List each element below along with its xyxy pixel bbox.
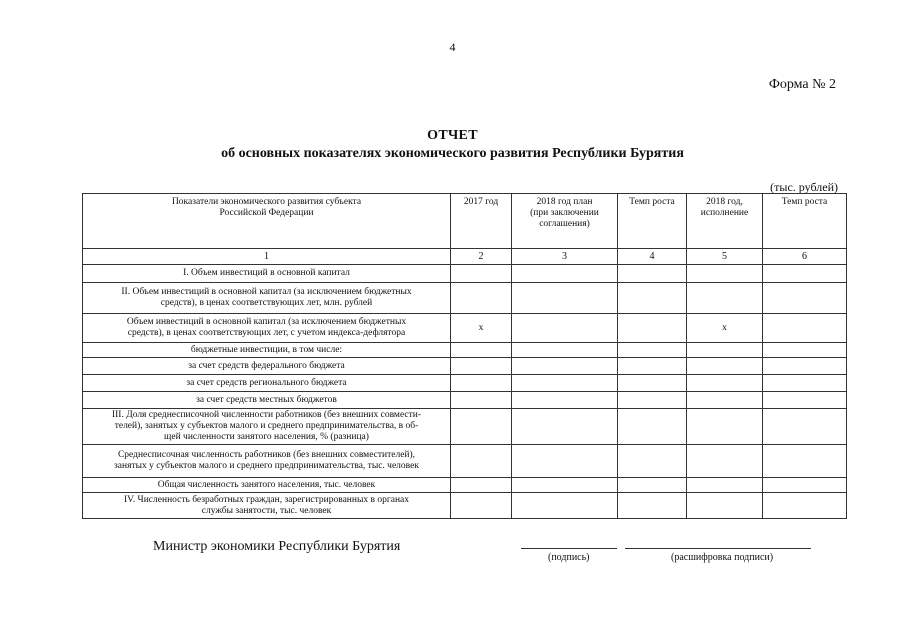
row-label bbox=[83, 343, 451, 358]
column-number: 3 bbox=[512, 249, 618, 265]
value-cell bbox=[687, 445, 763, 478]
value-cell bbox=[512, 283, 618, 314]
value-cell bbox=[512, 375, 618, 392]
table-row bbox=[83, 493, 847, 519]
value-cell bbox=[451, 493, 512, 519]
indicators-table bbox=[82, 193, 847, 519]
column-number-row bbox=[83, 249, 847, 265]
report-title: ОТЧЕТ bbox=[427, 128, 478, 143]
value-cell bbox=[618, 265, 687, 283]
value-cell bbox=[763, 283, 847, 314]
page-number: 4 bbox=[449, 40, 456, 54]
value-cell bbox=[451, 283, 512, 314]
column-number: 1 bbox=[83, 249, 451, 265]
minister-title: Министр экономики Республики Бурятия bbox=[153, 539, 401, 554]
value-cell bbox=[763, 314, 847, 343]
value-cell bbox=[618, 343, 687, 358]
value-cell bbox=[687, 283, 763, 314]
header-line: исполнение bbox=[700, 208, 749, 218]
header-cell-6 bbox=[763, 194, 847, 249]
row-label bbox=[83, 283, 451, 314]
decoding-line bbox=[625, 548, 811, 549]
table-row bbox=[83, 265, 847, 283]
value-cell bbox=[512, 409, 618, 445]
row-label-line: телей), занятых у субъектов малого и среднего предпринимательства, в об- bbox=[114, 421, 419, 431]
row-label-line: IV. Численность безработных граждан, зарегистрированных в органах bbox=[124, 494, 409, 505]
table-row bbox=[83, 478, 847, 493]
value-cell bbox=[687, 409, 763, 445]
row-label-line: занятых у субъектов малого и среднего предпринимательства, тыс. человек bbox=[114, 461, 419, 471]
header-cell-1 bbox=[83, 194, 451, 249]
table-row bbox=[83, 392, 847, 409]
row-label-line: Среднесписочная численность работников (без внешних совместителей), bbox=[117, 450, 416, 460]
row-label-line: Объем инвестиций в основной капитал (за исключением бюджетных bbox=[126, 317, 407, 327]
header-line: 2018 год план bbox=[536, 197, 593, 207]
value-cell bbox=[763, 493, 847, 519]
header-row bbox=[83, 194, 847, 249]
value-cell bbox=[451, 343, 512, 358]
row-label bbox=[83, 493, 451, 519]
units-label: (тыс. рублей) bbox=[770, 180, 838, 194]
value-cell bbox=[618, 409, 687, 445]
row-label-line: щей численности занятого населения, % (разница) bbox=[164, 432, 369, 442]
value-cell bbox=[512, 445, 618, 478]
row-label-line: I. Объем инвестиций в основной капитал bbox=[183, 268, 350, 278]
row-label bbox=[83, 375, 451, 392]
value-cell bbox=[618, 392, 687, 409]
column-number: 6 bbox=[763, 249, 847, 265]
signature-line bbox=[521, 548, 617, 549]
header-cell-4 bbox=[618, 194, 687, 249]
value-cell bbox=[512, 265, 618, 283]
value-cell bbox=[451, 392, 512, 409]
header-line: Темп роста bbox=[629, 197, 675, 207]
value-cell bbox=[451, 478, 512, 493]
header-cell-3 bbox=[512, 194, 618, 249]
header-line: Темп роста bbox=[781, 197, 828, 207]
value-cell bbox=[763, 478, 847, 493]
value-cell bbox=[618, 445, 687, 478]
value-cell bbox=[763, 358, 847, 375]
form-label: Форма № 2 bbox=[768, 77, 836, 92]
header-line: соглашения) bbox=[539, 219, 590, 229]
row-label-line: Общая численность занятого населения, тыс. человек bbox=[157, 479, 376, 490]
table-row bbox=[83, 283, 847, 314]
value-cell bbox=[687, 375, 763, 392]
value-cell bbox=[618, 493, 687, 519]
row-label bbox=[83, 409, 451, 445]
signature-label: (подпись) bbox=[548, 552, 590, 563]
value-cell bbox=[763, 265, 847, 283]
row-label bbox=[83, 478, 451, 493]
value-cell bbox=[763, 375, 847, 392]
value-cell bbox=[618, 478, 687, 493]
row-label-line: за счет средств регионального бюджета bbox=[186, 377, 347, 388]
row-label-line: II. Объем инвестиций в основной капитал (за исключением бюджетных bbox=[121, 287, 412, 297]
row-label-line: службы занятости, тыс. человек bbox=[201, 505, 332, 516]
header-line: Российской Федерации bbox=[219, 208, 314, 218]
value-cell bbox=[618, 358, 687, 375]
table-row bbox=[83, 343, 847, 358]
header-cell-2 bbox=[451, 194, 512, 249]
value-cell bbox=[763, 445, 847, 478]
row-label bbox=[83, 392, 451, 409]
value-cell bbox=[687, 265, 763, 283]
row-label-line: бюджетные инвестиции, в том числе: bbox=[190, 344, 343, 355]
value-cell bbox=[687, 392, 763, 409]
value-cell bbox=[763, 343, 847, 358]
value-cell: x bbox=[687, 314, 763, 343]
row-label bbox=[83, 358, 451, 375]
value-cell bbox=[618, 375, 687, 392]
value-cell bbox=[451, 375, 512, 392]
header-line: 2017 год bbox=[463, 197, 499, 207]
table-row bbox=[83, 445, 847, 478]
value-cell bbox=[687, 343, 763, 358]
value-cell bbox=[451, 409, 512, 445]
column-number: 4 bbox=[618, 249, 687, 265]
header-cell-5 bbox=[687, 194, 763, 249]
row-label-line: за счет средств местных бюджетов bbox=[196, 394, 337, 405]
value-cell bbox=[512, 358, 618, 375]
table-row bbox=[83, 314, 847, 343]
value-cell bbox=[451, 445, 512, 478]
report-subtitle: об основных показателях экономического развития Республики Бурятия bbox=[221, 146, 684, 161]
table-body bbox=[83, 265, 847, 519]
row-label bbox=[83, 314, 451, 343]
value-cell: x bbox=[451, 314, 512, 343]
value-cell bbox=[763, 392, 847, 409]
header-line: (при заключении bbox=[530, 208, 599, 218]
value-cell bbox=[451, 265, 512, 283]
value-cell bbox=[512, 314, 618, 343]
decoding-label: (расшифровка подписи) bbox=[671, 552, 774, 563]
value-cell bbox=[687, 358, 763, 375]
value-cell bbox=[687, 478, 763, 493]
value-cell bbox=[512, 392, 618, 409]
row-label-line: средств), в ценах соответствующих лет, млн. рублей bbox=[160, 298, 373, 308]
value-cell bbox=[687, 493, 763, 519]
value-cell bbox=[763, 409, 847, 445]
row-label-line: за счет средств федерального бюджета bbox=[188, 360, 345, 371]
table-row bbox=[83, 409, 847, 445]
value-cell bbox=[618, 283, 687, 314]
header-line: Показатели экономического развития субъекта bbox=[171, 197, 362, 207]
value-cell bbox=[512, 493, 618, 519]
column-number: 5 bbox=[687, 249, 763, 265]
row-label bbox=[83, 265, 451, 283]
row-label-line: III. Доля среднесписочной численности работников (без внешних совмести- bbox=[111, 410, 422, 420]
value-cell bbox=[512, 478, 618, 493]
row-label-line: средств), в ценах соответствующих лет, с учетом индекса-дефлятора bbox=[127, 328, 406, 338]
value-cell bbox=[618, 314, 687, 343]
table-row bbox=[83, 358, 847, 375]
table-row bbox=[83, 375, 847, 392]
column-number: 2 bbox=[451, 249, 512, 265]
value-cell bbox=[512, 343, 618, 358]
row-label bbox=[83, 445, 451, 478]
header-line: 2018 год, bbox=[706, 197, 743, 207]
value-cell bbox=[451, 358, 512, 375]
